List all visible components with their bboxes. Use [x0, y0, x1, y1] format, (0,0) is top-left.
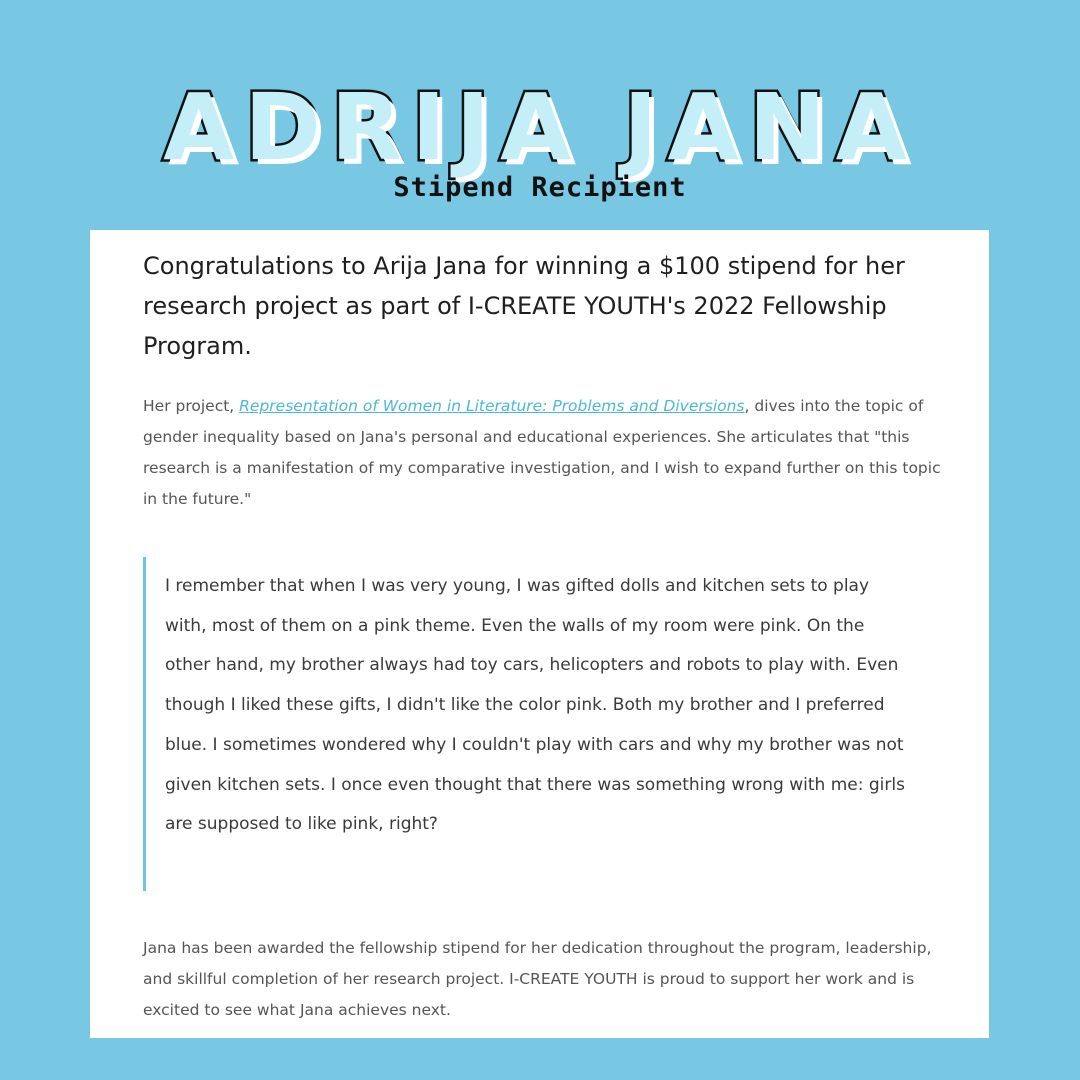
recipient-subtitle: Stipend Recipient	[393, 172, 687, 203]
research-blockquote	[143, 557, 905, 891]
project-title-link[interactable]: Representation of Women in Literature: Problems and Diversions	[239, 397, 745, 415]
recipient-name-title: ADRIJA JANA	[163, 74, 917, 181]
intro-text-after-link: , dives into the topic of gender inequality based on Jana's personal and educational experiences. She articulates that "this research is a manifestation of my comparative investigation, and I wish to expand further on this topic in the future."	[143, 397, 941, 508]
congratulations-lead: Congratulations to Arija Jana for winning a $100 stipend for her research project as part of I-CREATE YOUTH's 2022 Fellowship Program.	[143, 252, 905, 360]
quote-text: I remember that when I was very young, I was gifted dolls and kitchen sets to play with, most of them on a pink theme. Even the walls of my room were pink. On the other hand, my brother always had toy cars, helicopters and robots to play with. Even though I liked these gifts, I didn't like the color pink. Both my brother and I preferred blue. I sometimes wondered why I couldn't play with cars and why my brother was not given kitchen sets. I once even thought that there was something wrong with me: girls are supposed to like pink, right?	[165, 576, 905, 835]
announcement-card	[90, 230, 989, 1038]
project-intro-paragraph	[143, 391, 953, 515]
closing-paragraph: Jana has been awarded the fellowship stipend for her dedication throughout the program, leadership, and skillful completion of her research project. I-CREATE YOUTH is proud to support her work and is excited to see what Jana achieves next.	[143, 939, 932, 1019]
intro-text-before-link: Her project,	[143, 397, 240, 415]
